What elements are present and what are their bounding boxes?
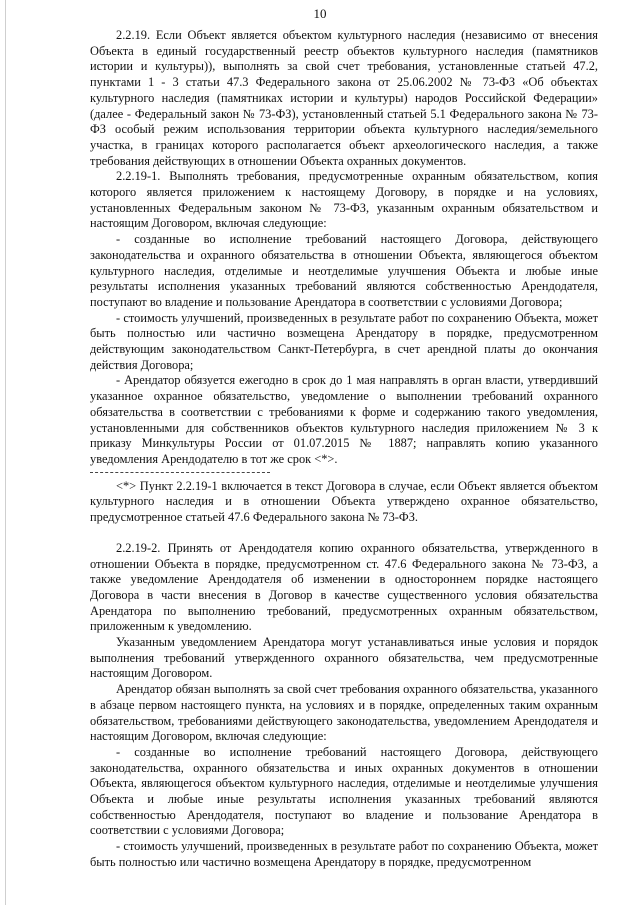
page-number: 10 — [313, 6, 327, 21]
clause-2-2-19-2-item-2: - стоимость улучшений, произведенных в результате работ по сохранению Объекта, может быть полностью или частично возмещена Арендатору в порядке, предусмотренном — [90, 839, 598, 869]
clause-2-2-19-1-item-2: - стоимость улучшений, произведенных в результате работ по сохранению Объекта, может быть полностью или частично возмещена Арендатору в порядке, предусмотренном действующим законодательством Санкт-Петербурга, в счет арендной платы до окончания действия Договора; — [90, 310, 598, 372]
section-spacer — [90, 526, 598, 541]
clause-2-2-19-2-obligation: Арендатор обязан выполнять за свой счет требования охранного обязательства, указанного в абзаце первом настоящего пункта, на условиях и в порядке, определенных таким охранным обязательством, требованиями действующего законодательства, уведомлением Арендодателя и настоящим Договором, включая следующие: — [90, 682, 598, 744]
footnote: <*> Пункт 2.2.19-1 включается в текст Договора в случае, если Объект является объектом культурного наследия и в отношении Объекта утверждено охранное обязательство, предусмотренное статьей 47.6 Федерального закона № 73-ФЗ. — [90, 478, 598, 525]
page-edge — [5, 0, 6, 905]
document-body — [90, 28, 598, 871]
clause-2-2-19-2: 2.2.19-2. Принять от Арендодателя копию охранного обязательства, утвержденного в отношении Объекта в порядке, предусмотренном ст. 47.6 Федерального закона № 73-ФЗ, а также уведомление Арендодателя об изменении в одностороннем порядке настоящего Договора в части внесения в Договор в качестве существенного условия обязательства Арендатора по выполнению требований, предусмотренных охранным обязательством, приложенным к уведомлению. — [90, 540, 598, 634]
clause-2-2-19-1-item-3: - Арендатор обязуется ежегодно в срок до 1 мая направлять в орган власти, утвердивший указанное охранное обязательство, уведомление о выполнении требований охранного обязательства в соответствии с требованиями к форме и содержанию такого уведомления, установленными для собственников объектов культурного наследия приложением № 3 к приказу Минкультуры России от 01.07.2015 № 1887; направлять копию указанного уведомления Арендодателю в тот же срок <*>. — [90, 373, 598, 466]
clause-2-2-19-2-item-1: - созданные во исполнение требований настоящего Договора, действующего законодательства, охранного обязательства и иных охранных документов в отношении Объекта, являющегося объектом культурного наследия, отделимые и неотделимые улучшения Объекта и любые иные результаты исполнения указанных требований являются собственностью Арендодателя, поступают во владение и пользование Арендатора в соответствии с условиями Договора; — [90, 744, 598, 838]
clause-2-2-19-1-item-1: - созданные во исполнение требований настоящего Договора, действующего законодательства и охранного обязательства в отношении Объекта, являющегося объектом культурного наследия, отделимые и неотделимые улучшения Объекта и любые иные результаты исполнения указанных требований являются собственностью Арендодателя, поступают во владение и пользование Арендатора в соответствии с условиями Договора; — [90, 232, 598, 309]
clause-2-2-19: 2.2.19. Если Объект является объектом культурного наследия (независимо от внесения Объекта в единый государственный реестр объектов культурного наследия (памятников истории и культуры)), выполнять за свой счет требования, установленные статьей 47.2, пунктами 1 - 3 статьи 47.3 Федерального закона от 25.06.2002 № 73-ФЗ «Об объектах культурного наследия (памятниках истории и культуры) народов Российской Федерации» (далее - Федеральный закон № 73-ФЗ), установленный статьей 5.1 Федерального закона № 73-ФЗ особый режим использования территории объекта культурного наследия/земельного участка, в границах которого располагается объект археологического наследия, а также требования действующих в отношении Объекта охранных документов. — [90, 28, 598, 168]
clause-2-2-19-2-note: Указанным уведомлением Арендатора могут устанавливаться иные условия и порядок выполнения требований утвержденного охранного обязательства, чем предусмотренные настоящим Договором. — [90, 635, 598, 681]
clause-2-2-19-1: 2.2.19-1. Выполнять требования, предусмотренные охранным обязательством, копия которого является приложением к настоящему Договору, в порядке и на условиях, установленных Федеральным законом № 73-ФЗ, указанным охранным обязательством и настоящим Договором, включая следующие: — [90, 169, 598, 231]
footnote-divider — [90, 472, 270, 473]
